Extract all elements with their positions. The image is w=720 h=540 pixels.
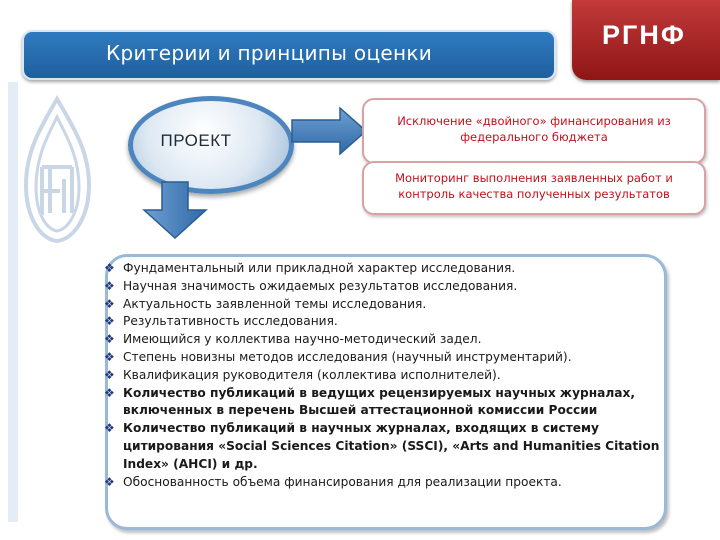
- principle-text: Мониторинг выполнения заявленных работ и контроль качества полученных результатов: [395, 171, 673, 201]
- criteria-item-text: Обоснованность объема финансирования для реализации проекта.: [123, 474, 562, 489]
- criteria-item-text: Количество публикаций в ведущих рецензируемых научных журналах, включенных в перечень Высшей аттестационной комиссии России: [123, 385, 636, 418]
- criteria-item-text: Актуальность заявленной темы исследования.: [123, 296, 427, 311]
- diamond-bullet-icon: ❖: [104, 367, 115, 382]
- criteria-item: [104, 474, 664, 492]
- page-title: Критерии и принципы оценки: [106, 41, 433, 65]
- criteria-item-text: Количество публикаций в научных журналах, входящих в систему цитирования «Social Sciences Citation» (SSCI), «Arts and Humanities Citation Index» (AHCI) и др.: [123, 421, 660, 471]
- diamond-bullet-icon: ❖: [104, 314, 115, 329]
- diamond-bullet-icon: ❖: [104, 421, 115, 436]
- criteria-item-text: Результативность исследования.: [123, 314, 338, 329]
- left-decor-stripe: [8, 82, 18, 522]
- criteria-item: [104, 260, 664, 278]
- brand-logo-text: РГНФ: [602, 20, 686, 50]
- criteria-list: [104, 260, 664, 491]
- criteria-item-text: Имеющийся у коллектива научно-методический задел.: [123, 332, 482, 347]
- criteria-item: [104, 296, 664, 314]
- criteria-item: [104, 313, 664, 331]
- criteria-item: [104, 367, 664, 385]
- diamond-bullet-icon: ❖: [104, 278, 115, 293]
- diamond-bullet-icon: ❖: [104, 261, 115, 275]
- arrow-down-icon: [140, 180, 210, 240]
- diamond-bullet-icon: ❖: [104, 332, 115, 347]
- criteria-item: [104, 385, 664, 421]
- diamond-bullet-icon: ❖: [104, 474, 115, 489]
- project-label: ПРОЕКТ: [160, 131, 232, 150]
- criteria-item: [104, 278, 664, 296]
- rgnf-emblem-icon: [20, 95, 95, 245]
- principle-text: Исключение «двойного» финансирования из федерального бюджета: [397, 114, 671, 144]
- criteria-item-text: Научная значимость ожидаемых результатов исследования.: [123, 278, 518, 293]
- criteria-item-text: Фундаментальный или прикладной характер исследования.: [123, 261, 516, 275]
- criteria-item: [104, 349, 664, 367]
- principle-box-monitoring: [362, 161, 706, 215]
- criteria-item-text: Квалификация руководителя (коллектива исполнителей).: [123, 367, 501, 382]
- criteria-item-text: Степень новизны методов исследования (научный инструментарий).: [123, 349, 572, 364]
- criteria-item: [104, 420, 664, 473]
- diamond-bullet-icon: ❖: [104, 296, 115, 311]
- principle-box-double-funding: [362, 98, 706, 164]
- arrow-right-icon: [290, 106, 368, 156]
- criteria-item: [104, 331, 664, 349]
- diamond-bullet-icon: ❖: [104, 349, 115, 364]
- diamond-bullet-icon: ❖: [104, 385, 115, 400]
